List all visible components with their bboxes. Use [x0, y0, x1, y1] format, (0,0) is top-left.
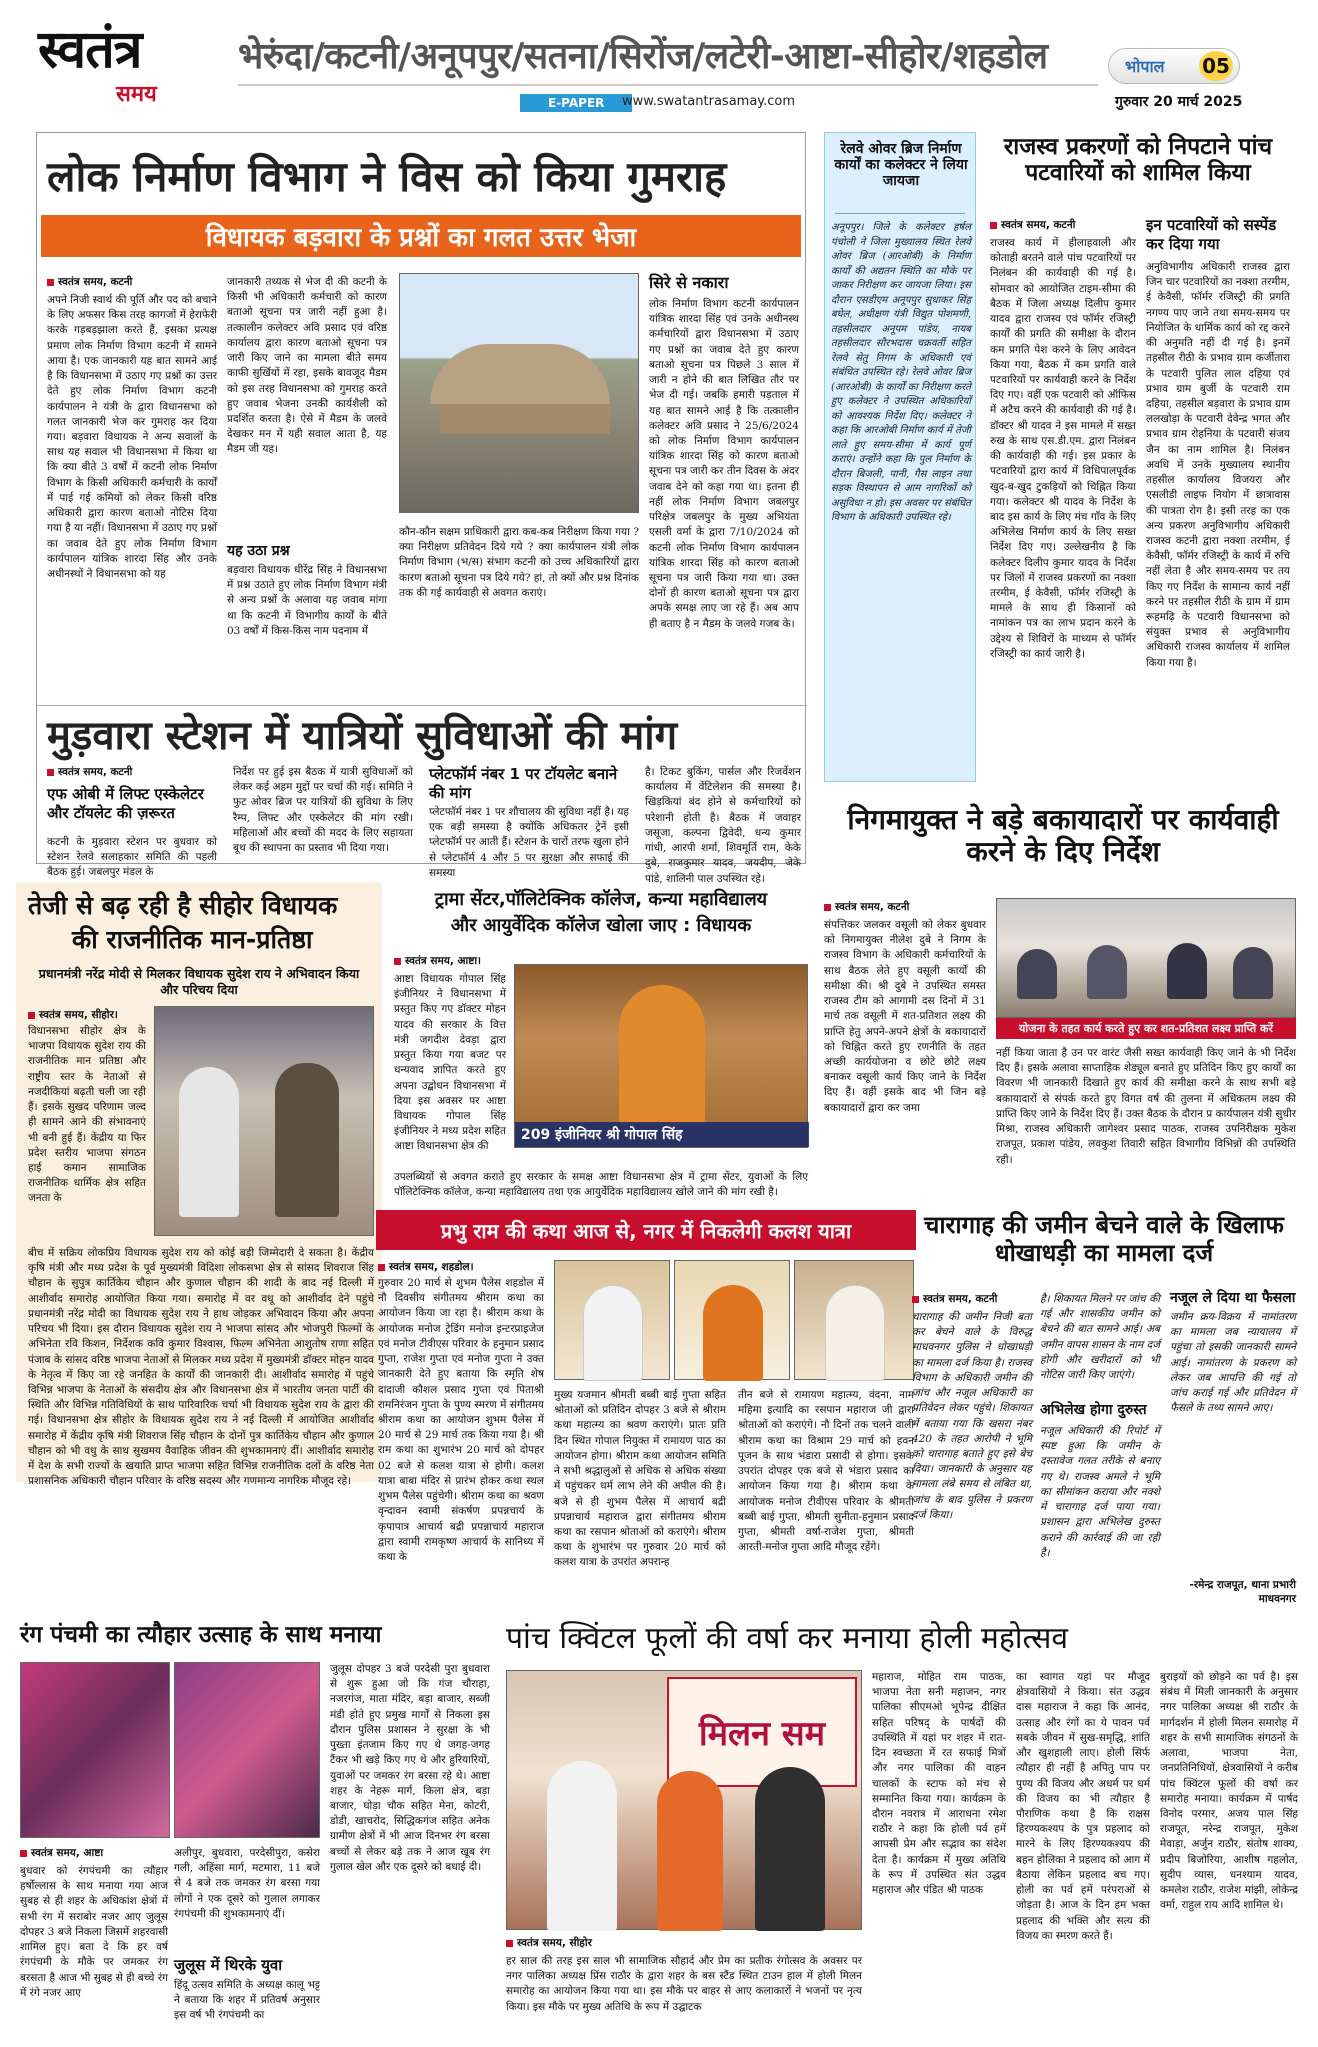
rob-story [824, 132, 976, 782]
lead-deck-text: विधायक बड़वारा के प्रश्नों का गलत उत्तर भेजा [205, 223, 637, 253]
rang-photo-1 [20, 1662, 170, 1838]
lead-col-2: जानकारी तथ्यक से भेज दी की कटनी के किसी भी अधिकारी कर्मचारी को कारण बताओ सूचना पत्र जारी नहीं हुआ है। तत्कालीन कलेक्टर अवि प्रसाद एवं वरिष्ठ कार्यालय द्वारा कारण बताओ सूचना पत्र जारी किए जाने का मामला बीते समय काफी सुर्खियों में रहा, इसके बावजूद मैडम को इस तरह विधानसभा को गुमराह करते हुए जवाब भेजना उनकी कार्यशैली को प्रदर्शित करता है। ऐसे में मैडम के जलवे देखकर मन में यही सवाल आता है, यह मैडम जी यह। [227, 276, 387, 456]
person-silhouette [619, 985, 705, 1125]
sehore-text-2: बीच में सक्रिय लोकप्रिय विधायक सुदेश राय को कोई बड़ी जिम्मेदारी दे सकता है। केंद्रीय कृषि मंत्री और मध्य प्रदेश के पूर्व मुख्यमंत्री विदिशा लोकसभा क्षेत्र से सांसद शिवराज सिंह चौहान के सुपुत्र कार्तिकेय चौहान और कुणाल चौहान की शादी के बाद नई दिल्ली में आशीर्वाद समारोह आयोजित किया गया। समारोह में वर वधू को आशीर्वाद देने पहुंचे प्रधानमंत्री नरेंद्र मोदी का विधायक सुदेश राय ने हाथ जोड़कर अभिवादन किया और अपना परिचय भी दिया। इस दौरान विधायक सुदेश राय ने भाजपा सांसद और भोजपुरी फिल्मों के अभिनेता रवि किशन, निर्देशक कवि कुमार विश्वास, फिल्म अभिनेता आशुतोष राणा सहित पंजाब के सांसद वरिष्ठ भाजपा नेताओं से मिलकर मध्य प्रदेश में मुख्यमंत्री डॉक्टर मोहन यादव के नेतृत्व में किए जा रहे जनहित के कार्यों की जानकारी दी। आशीर्वाद समारोह में पहुंचे विभिन्न भाजपा के नेताओं के संसदीय क्षेत्र और विधानसभा क्षेत्र में भारतीय जनता पार्टी की स्थिति और विभिन्न गतिविधियों के साथ पारिवारिक चर्चा भी विधायक सुदेश राय के द्वारा की गई। विधानसभा क्षेत्र सीहोर के विधायक सुदेश राय ने नई दिल्ली में आयोजित आशीर्वाद समारोह में केंद्रीय कृषि मंत्री शिवराज सिंह चौहान के दोनों पुत्र कार्तिकेय चौहान और कुणाल चौहान को भी वधु के साथ सुखमय वैवाहिक जीवन की शुभकामनाएं दीं। आशीर्वाद समारोह में देश के सभी राज्यों के खयाति प्राप्त भाजपा सहित विभिन्न राजनीतिक दलों के वरिष्ठ नेता प्रशासनिक अधिकारी चौहान परिवार के वरिष्ठ सदस्य और गणमान्य नागरिक मौजूद रहे। [28, 1247, 374, 1488]
ram-headline-bar [376, 1210, 916, 1250]
patwari-col-1: राजस्व कार्य में हीलाहवाली और कोताही बरतने वाले पांच पटवारियों पर निलंबन की कार्यवाही की गई है। सोमवार को आयोजित टाइम-सीमा की बैठक में जिला अध्यक्ष दिलीप कुमार यादव द्वारा राजस्व एवं फॉर्मर रजिस्ट्री कार्यों की प्रगति की समीक्षा के दौरान कम प्रगति पेश करने के लिए आवेदन किया गया, बैठक में कम प्रगति वाले पटवारियों पर कार्यवाही करने के निर्देश दिए गए। वहीं एक पटवारी को ऑफिस में अटैच करने की कार्यवाही की गई है। डॉक्टर श्री यादव ने इस मामले में सख्त रुख के साथ एस.डी.एम. द्वारा निलंबन की कार्यवाही की गई। इस प्रकार के पटवारियों द्वारा कार्य में विधिपालपूर्वक खुद-ब-खुद टुकड़ियों को चिह्नित किया गया। कलेक्टर श्री यादव के निर्देश के बाद इस कार्य के लिए मंच गाँव के लिए अभिलेख निर्माण कार्य के लिए सख्त निर्देश दिए गए। उल्लेखनीय है कि कलेक्टर दिलीप कुमार यादव के निर्देश पर जिलों में राजस्व प्रकरणों का नक्शा तरमीम, ई केवैसी, फॉर्मर रजिस्ट्री के मामले के साथ ही किसानों को नामांकन पत्र का लाभ प्रदान करने के उद्देश्य से शिविरों के माध्यम से फॉर्मर रजिस्ट्री का कार्य जारी है। [990, 237, 1136, 660]
charagah-footer: -रमेन्द्र राजपूत, थाना प्रभारी माधवनगर [1189, 1579, 1296, 1605]
trauma-headline-2: और आयुर्वेदिक कॉलेज खोला जाए : विधायक [450, 915, 752, 936]
sehore-byline [28, 1008, 118, 1022]
patwari-side-head: इन पटवारियों को सस्पेंड कर दिया गया [1146, 216, 1277, 253]
sehore-headline-1: तेजी से बढ़ रही है सीहोर विधायक [28, 891, 338, 920]
patwari-col-2: अनुविभागीय अधिकारी राजस्व द्वारा जिन चार पटवारियों का नक्शा तरमीम, ई केवैसी, फॉर्मर रजिस्ट्री की प्रगति नगण्य पाए जाने तथा समय-समय पर नियोजित के धार्मिक कार्य को रद्द करने की अनुमति नहीं दी गई है। इनमें तहसील रीठी के प्रभाव ग्राम कर्जीतारा के पटवारी पुलित लाल दहिया एवं प्रभाव ग्राम बुर्जी के पटवारी राम दहिया, तहसील बड़वारा के प्रभाव ग्राम ललखोड़ा के पटवारी देवेन्द्र भगत और प्रभाव ग्राम रोहनिया के पटवारी संजय जैन का नाम शामिल है। निलंबन अवधि में उनके मुख्यालय स्थानीय तहसील कार्यालय विजयरा और एसलीडी लाइफ नियोग में छात्रावास की पात्रता रोग है। इसी तरह का एक अन्य प्रकरण अनुविभागीय अधिकारी राजस्व कटनी द्वारा नक्शा तरमीम, ई केवैसी, फॉर्मर रजिस्ट्री के कार्य में रुचि नहीं लेता है और समय-समय पर तय किए गए निर्देश के सामान्य कार्य नहीं करने पर तहसील रीठी के ग्राम में ग्राम रूहमढ़ि के पटवारी विधानसभा को संयुक्त प्रभाव से अनुविभागीय अधिकारी राजस्व कार्यालय में शामिल किया गया है। [1146, 261, 1290, 669]
rang-col-3: जुलूस दोपहर 3 बजे परदेसी पुरा बुधवारा से शुरू हुआ जो कि गंज चौराहा, नजरगंज, माता मंदिर, बड़ा बाजार, सब्जी मंडी होते हुए प्रमुख मार्गों से निकला इस दौरान पुलिस प्रशासन ने सुरक्षा के भी पुख्ता इंतजाम किए गए थे जगह-जगह टैंकर भी खड़े किए गए थे और हुरियारियों, युवाओं पर जमकर रंग बरसा रहे थे। आष्टा शहर के नेहरू मार्ग, किला क्षेत्र, बड़ा बाजार, घोड़ा चौक सहित मेना, कोटरी, डोडी, खाचरोद, सिद्धिकगंज सहित अनेक ग्रामीण क्षेत्रों में भी आज दिनभर रंग बरसा बच्चों से लेकर बड़े तक ने आज खूब रंग गुलाल खेल और एक दूसरे को बधाई दी। [330, 1663, 490, 1873]
holi-story [502, 1616, 1302, 2040]
epaper-label: E-PAPER [520, 94, 632, 112]
edition-name: भोपाल [1125, 57, 1165, 76]
station-col-4: है। टिकट बुकिंग, पार्सल और रिजर्वेशन कार्यालय में वेंटिलेशन की समस्या है। खिड़कियां बंद होने से कर्मचारियों को परेशानी होती है। बैठक में जवाहर जसूजा, कल्पना द्विवेदी, धन्य कुमार गांधी, आरपी शर्मा, शिवमूर्ति राम, केके दुबे, राजकुमार यादव, जयदीप, जेके पांडे, शालिनी पाल उपस्थित रहे। [645, 766, 801, 885]
holi-byline [506, 1936, 592, 1950]
lead-story [36, 132, 806, 885]
charagah-col-2: है। शिकायत मिलने पर जांच की गई और शासकीय जमीन को बेचने की बात सामने आई। अब जमीन वापस शासन के नाम दर्ज होगी और खरीदारों को भी नोटिस जारी किए जाएंगे। [1040, 1293, 1160, 1382]
sehore-headline-2: की राजनीतिक मान-प्रतिष्ठा [72, 925, 313, 954]
nigam-photo [996, 898, 1296, 1018]
website[interactable]: www.swatantrasamay.com [622, 94, 796, 109]
lead-col-3: कौन-कौन सक्षम प्राधिकारी द्वारा कब-कब निरीक्षण किया गया ? क्या निरीक्षण प्रतिवेदन दिये गये ? क्या कार्यपालन यंत्री लोक निर्माण विभाग (भ/स) संभाग कटनी को उच्च अधिकारियों द्वारा कारण बताओ सूचना पत्र दिये गये? हां, तो क्यों और प्रश्न दिनांक तक की गई कार्यवाही से अवगत कराएं। [399, 526, 639, 599]
nigam-headline: निगमायुक्त ने बड़े बकायादारों पर कार्यवाही करने के दिए निर्देश [847, 803, 1279, 869]
lead-col-4: लोक निर्माण विभाग कटनी कार्यपालन यांत्रिक शारदा सिंह एवं उनके अधीनस्थ कर्मचारियों द्वारा विधानसभा में उठाए गए प्रश्नों का जवाब देते हुए कारण बताओ सूचना पत्र पिछले 3 साल में जारी न होने की बात लिखित तौर पर भेज दी गई। जबकि हमारी पड़ताल में यह बात सामने आई है कि तत्कालीन कलेक्टर अवि प्रसाद ने 25/6/2024 को लोक निर्माण विभाग कार्यपालन यांत्रिक शारदा सिंह को कारण बताओ सूचना पत्र जारी कर तीन दिवस के अंदर जवाब देने को कहा गया था। इतना ही नहीं लोक निर्माण विभाग जबलपुर परिक्षेत्र जबलपुर के मुख्य अभियंता एसली वर्मा के द्वारा 7/10/2024 को कटनी लोक निर्माण विभाग कार्यपालन यांत्रिक शारदा सिंह को कारण बताओ सूचना पत्र जारी किया गया था। उक्त दोनों ही कारण बताओ सूचना पत्र द्वारा अपके समक्ष लाए जा रहे हैं। अब आप ही बताए है न मैडम के जलवे गजब के। [649, 298, 799, 630]
rob-rule [835, 213, 965, 214]
station-headline: मुड़वारा स्टेशन में यात्रियों सुविधाओं की मांग [47, 713, 678, 759]
nigam-byline-text: स्वतंत्र समय, कटनी [835, 901, 910, 913]
rang-story [16, 1616, 494, 2040]
station-sub-1: एफ ओबी में लिफ्ट एस्केलेटर और टॉयलेट की ज़रूरत [47, 785, 204, 822]
lead-sub-yah: यह उठा प्रश्न [227, 543, 290, 559]
lead-deck [41, 215, 801, 257]
rob-headline: रेलवे ओवर ब्रिज निर्माण कार्यों का कलेक्टर ने लिया जायजा [834, 141, 968, 190]
sehore-byline-text: स्वतंत्र समय, सीहोर। [39, 1009, 118, 1021]
nigam-caption: योजना के तहत कार्य करते हुए कर शत-प्रतिशत लक्ष्य प्राप्ति करें [996, 1018, 1296, 1039]
sehore-photo [154, 1006, 374, 1236]
lead-byline-text: स्वतंत्र समय, कटनी [58, 276, 133, 288]
brand-top: स्वतंत्र [38, 20, 142, 80]
charagah-col-2b: नजूल अधिकारी की रिपोर्ट में स्पष्ट हुआ कि जमीन के दस्तावेज गलत तरीके से बनाए गए थे। राजस्व अमले ने भूमि का सीमांकन कराया और नक्शे में चारागाह दर्ज पाया गया। प्रशासन द्वारा अभिलेख दुरुस्त कराने की कार्रवाई की जा रही है। [1040, 1425, 1160, 1559]
trauma-story [392, 882, 810, 1202]
rang-sub: जुलूस में थिरके युवा [174, 1956, 283, 1974]
ram-story [376, 1210, 916, 1620]
brand-bottom: समय [116, 82, 157, 107]
sehore-text-1: विधानसभा सीहोर क्षेत्र के भाजपा विधायक सुदेश राय की राजनीतिक मान प्रतिष्ठा और राष्ट्रीय स्तर के नेताओं से नजदीकियां बढ़ती चली जा रही हैं। इसके सुखद परिणाम जल्द ही सामने आने की संभावनाएं भी बनी हुई हैं। केंद्रीय या फिर प्रदेश स्तरीय भाजपा संगठन हाई कमान सामाजिक राजनीतिक धार्मिक क्षेत्र सहित जनता के [28, 1025, 146, 1205]
person-silhouette [547, 1761, 617, 1931]
edition-cities: भेरुंदा/कटनी/अनूपपुर/सतना/सिरोंज/लटेरी-आष्टा-सीहोर/शहडोल [238, 36, 1048, 77]
person-silhouette [275, 1063, 339, 1217]
holi-banner-text: मिलन सम [698, 1714, 826, 1754]
brand-logo [38, 20, 228, 107]
lead-headline: लोक निर्माण विभाग ने विस को किया गुमराह [47, 152, 727, 201]
holi-col-under: हर साल की तरह इस साल भी सामाजिक सौहार्द और प्रेम का प्रतीक रंगोत्सव के अवसर पर नगर पालिका अध्यक्ष प्रिंस राठौर के द्वारा शहर के बस स्टैंड स्थित टाउन हाल में होली मिलन समारोह का आयोजन किया गया था। इस मौके पर बाहर से आए कलाकारों ने भजनों पर नृत्य किया। इस मौके पर मुख्य अतिथि के रूप में उद्घाटक [506, 1955, 862, 2013]
trauma-photo-caption: 209 इंजीनियर श्री गोपाल सिंह [515, 1122, 809, 1147]
lead-photo [399, 273, 639, 513]
person-silhouette [1017, 949, 1057, 999]
station-byline [47, 765, 132, 779]
person-silhouette [1087, 945, 1127, 999]
person-silhouette [1167, 943, 1207, 999]
ram-col-1: गुरुवार 20 मार्च से शुभम पैलेस शहडोल में नौ दिवसीय संगीतमय श्रीराम कथा का आयोजन किया जा रहा है। श्रीराम कथा के आयोजक मनोज ट्रेडिंग मनोज इन्टरप्राइजेज एवं मनोज टीवीएस परिवार के हनुमान प्रसाद गुप्ता, राजेश गुप्ता एवं मनोज गुप्ता ने उक्त जानकारी देते हुए बताया कि स्मृति शेष दादाजी कौशल प्रसाद गुप्ता एवं पिताश्री रामनिरंजन गुप्ता के पुण्य स्मरण में संगीतमय श्रीराम कथा का आयोजन शुभम पैलेस में 20 मार्च से 29 मार्च तक किया गया है। श्री राम कथा का शुभारंभ 20 मार्च को दोपहर 02 बजे से कलश यात्रा से होगी। कलश यात्रा बाबा मंदिर से प्रारंभ होकर कथा स्थल शुभम पैलेस पहुंचेगी। श्रीराम कथा का श्रवण वृन्दावन स्वामी संकर्षण प्रपन्नचार्य के कृपापात्र आचार्य बद्री प्रपन्नाचार्य महाराज द्वारा स्वामी रामकृष्ण आचार्य के सानिध्य में कथा के [378, 1277, 544, 1563]
lead-side-head: सिरे से नकारा [649, 273, 729, 292]
trauma-col-1: आष्टा विधायक गोपाल सिंह इंजीनियर ने विधानसभा में प्रस्तुत किए गए डॉक्टर मोहन यादव की सरकार के वित्त मंत्री जगदीश देवड़ा द्वारा प्रस्तुत किया गया बजट पर धन्यवाद ज्ञापित करते हुए अपना उद्बोधन विधानसभा में दिया इस अवसर पर आष्टा विधायक गोपाल सिंह इंजीनियर ने मध्य प्रदेश सहित आष्टा विधानसभा क्षेत्र की [394, 973, 506, 1153]
rob-text: अनूपपुर। जिले के कलेक्टर हर्षल पंचोली ने जिला मुख्यालय स्थित रेलवे ओवर ब्रिज (आरओबी) के निर्माण कार्यों की अद्यतन स्थिति का मौके पर जाकर निरीक्षण कर जायजा लिया। इस दौरान एसडीएम अनूपपुर सुधाकर सिंह बघेल, अधीक्षण यंत्री विद्युत पोशमणी, तहसीलदार अनूपम पांडेय, नायब तहसीलदार सौरभदास चक्रवर्ती सहित रेलवे सेतु निगम के अधिकारी एवं संबंधित उपस्थित रहे। रेलवे ओवर ब्रिज (आरओबी) के कार्यों का निरीक्षण करते हुए कलेक्टर ने उपस्थित अधिकारियों को आवश्यक निर्देश दिए। कलेक्टर ने कहा कि आरओबी निर्माण कार्य में तेजी लाते हुए समय-सीमा में कार्य पूर्ण कराएं। उन्होंने कहा कि पुल निर्माण के दौरान बिजली, पानी, गैस लाइन तथा सड़क विस्थापन से आम नागरिकों को असुविधा न हो। इस अवसर पर संबंधित विभाग के अधिकारी उपस्थित रहे। [831, 222, 972, 523]
rang-byline-text: स्वतंत्र समय, आष्टा [31, 1847, 104, 1859]
ram-col-2: मुख्य यजमान श्रीमती बब्बी बाई गुप्ता सहित श्रोताओं को प्रतिदिन दोपहर 3 बजे से श्रीराम कथा महात्म्य का श्रवण कराएंगे। प्रातः प्रति दिन स्थित गोपाल नियुक्त में रामायण पाठ का आयोजन होगा। श्रीराम कथा आयोजन समिति ने सभी श्रद्धालुओं से अधिक से अधिक संख्या में पहुंचकर धर्म लाभ लेने की अपील की है। बजे से ही शुभम पैलेस में आचार्य बद्री प्रपन्नाचार्य महाराज द्वारा संगीतमय श्रीराम कथा का रसपान श्रोताओं को कराएंगे। श्रीराम कथा के शुभारंभ पर गुरुवार 20 मार्च को कलश यात्रा के उपरांत अपरान्ह [554, 1389, 726, 1569]
masthead [0, 0, 1318, 112]
charagah-col-3: जमीन क्रय-विक्रय में नामांतरण का मामला जब न्यायालय में पहुंचा तो इसकी जानकारी सामने आई। नामांतरण के प्रकरण को लेकर जब आपत्ति की गई तो जांच कराई गई और प्रतिवेदन में फैसले के तथ्य सामने आए। [1170, 1311, 1296, 1415]
trauma-full: उपलब्धियों से अवगत कराते हुए सरकार के समक्ष आष्टा विधानसभा क्षेत्र में ट्रामा सेंटर, युवाओं के लिए पॉलिटेक्निक कॉलेज, कन्या महाविद्यालय तथा एक आयुर्वेदिक महाविद्यालय खोले जाने की मांग रखी है। [394, 1171, 808, 1199]
building-dome [430, 344, 610, 404]
holi-byline-text: स्वतंत्र समय, सीहोर [517, 1937, 592, 1949]
station-col-2: निर्देश पर हुई इस बैठक में यात्री सुविधाओं को लेकर कई अहम मुद्दों पर चर्चा की गई। समिति ने फुट ओवर ब्रिज पर यात्रियों की सुविधा के लिए रैम्प, लिफ्ट और एस्केलेटर की मांग रखी। महिलाओं और बच्चों की मदद के लिए सहायता बूथ की स्थापना का प्रस्ताव भी दिया गया। [233, 766, 413, 855]
rang-col-1: बुधवार को रंगपंचमी का त्यौहार हर्षोल्लास के साथ मनाया गया आज सुबह से ही शहर के अधिकांश क्षेत्रों में सभी रंग में सराबोर नजर आए जुलूस दोपहर 3 बजे निकला जिसमें शहरवासी शामिल हुए। बता दे कि हर वर्ष रंगपंचमी के मौके पर जमकर रंग बरसता है आज भी सुबह से ही बच्चे रंग में रंगे नजर आए [20, 1865, 168, 1999]
station-col-3: प्लेटफॉर्म नंबर 1 पर शौचालय की सुविधा नहीं है। यह एक बड़ी समस्या है क्योंकि अधिकतर ट्रेनें इसी प्लेटफॉर्म पर आती हैं। स्टेशन के चारों तरफ खुला होने से प्लेटफॉर्म 4 और 5 पर सुरक्षा और सफाई की समस्या [429, 806, 629, 879]
holi-col-1: महाराज, मोहित राम पाठक, भाजपा नेता सनी महाजन, नगर पालिका सीएमओ भूपेन्द्र दीक्षित सहित परिषद् के पार्षदों की उपस्थिति में यहां पर शहर में रात-दिन स्वच्छता में रत सफाई मित्रों और नगर पालिका की वाहन चालकों के स्टाफ को मंच से सम्मानित किया गया। कार्यक्रम के दौरान नवरात्र में आराधना रमेश राठौर ने कहा कि होली पर्व हमें आपसी प्रेम और सद्भाव का संदेश देता है। कार्यक्रम में मुख्य अतिथि के रूप में उपस्थित संत उद्धव महाराज और पंडित श्री पाठक [872, 1671, 1006, 1897]
station-byline-text: स्वतंत्र समय, कटनी [58, 766, 133, 778]
trauma-photo [514, 964, 808, 1148]
date: गुरुवार 20 मार्च 2025 [1115, 94, 1243, 110]
station-col-1: कटनी के मुड़वारा स्टेशन पर बुधवार को स्टेशन रेलवे सलाहकार समिति की पहली बैठक हुई। जबलपुर मंडल के [47, 836, 217, 879]
nigam-col-1: संपत्तिकर जलकर वसूली को लेकर बुधवार को निगमायुक्त नीलेश दुबे ने निगम के राजस्व विभाग के अधिकारी कर्मचारियों के साथ बैठक लेते हुए वसूली कार्यों की समीक्षा की। श्री दुबे ने उपस्थित समस्त राजस्व टीम को आगामी दस दिनों में 31 मार्च तक वसूली में शत-प्रतिशत लक्ष्य की प्राप्ति हेतु अपने-अपने क्षेत्रों के बकायादारों को चिह्नित करते हुए रणनीति के तहत अच्छी कार्ययोजना व छोटे छोटे लक्ष्य बनाकर वसूली कार्य किए जाने के निर्देश दिए हैं। वहीं इसके बाद भी जिन बड़े बकायादारों द्वारा कर जमा [824, 919, 986, 1114]
rang-byline [20, 1846, 103, 1860]
holi-col-3: बुराइयों को छोड़ने का पर्व है। इस संबंध में मिली जानकारी के अनुसार नगर पालिका अध्यक्ष श्री राठौर के मार्गदर्शन में होली मिलन समारोह में शहर के सभी सामाजिक संगठनों के अलावा, भाजपा नेता, जनप्रतिनिधियों, क्षेत्रवासियों ने करीब पांच क्विंटल फूलों की वर्षा कर समारोह मनाया। कार्यक्रम में पार्षद विनोद परमार, अजय पाल सिंह राजपूत, नरेन्द्र राजपूत, मुकेश मेवाड़ा, अर्जुन राठौर, संतोष शाक्य, प्रदीप बिजोरिया, आशीष गहलोत, सुदीप व्यास, धनश्याम यादव, कमलेश राठौर, राजेश मांझी, लोकेन्द्र वर्मा, राहुल राय आदि शामिल थे। [1160, 1671, 1298, 1912]
charagah-byline-text: स्वतंत्र समय, कटनी [923, 1293, 998, 1305]
page-badge [1108, 48, 1240, 84]
person-silhouette [583, 1285, 643, 1381]
nigam-story [820, 800, 1298, 1190]
lead-divider [37, 705, 807, 706]
ram-byline-text: स्वतंत्र समय, शहडोल। [389, 1261, 474, 1273]
holi-headline: पांच क्विंटल फूलों की वर्षा कर मनाया होली महोत्सव [506, 1621, 1069, 1656]
ram-headline: प्रभु राम की कथा आज से, नगर में निकलेगी कलश यात्रा [440, 1218, 852, 1243]
sehore-deck: प्रधानमंत्री नरेंद्र मोदी से मिलकर विधायक सुदेश राय ने अभिवादन किया और परिचय दिया [38, 966, 360, 998]
patwari-byline-text: स्वतंत्र समय, कटनी [1001, 219, 1076, 231]
page-number: 05 [1199, 51, 1233, 81]
rang-headline: रंग पंचमी का त्यौहार उत्साह के साथ मनाया [20, 1622, 382, 1648]
patwari-byline [990, 218, 1075, 232]
nigam-col-2: नहीं किया जाता है उन पर वारंट जैसी सख्त कार्यवाही किए जाने के भी निर्देश दिए हैं। इसके अलावा साप्ताहिक शेड्यूल बनाते हुए प्रतिदिन किए हुए कार्यों का विवरण भी जानकारी दिखाते हुए कार्य की समीक्षा करने के साथ सभी बड़े बकायादारों से संपर्क करते हुए विगत वर्ष की तुलना में अधिकतम लक्ष्य की प्राप्ति किए जाने के निर्देश दिए हैं। उक्त बैठक के दौरान प्र कार्यपालन यंत्री सुधीर मिश्रा, राजस्व अधिकारी जागेश्वर प्रसाद पाठक, राजस्व उपनिरीक्षक मुकेश राजपूत, प्रकाश पांडेय, लवकुश तिवारी सहित विभागीय विभिन्नों की उपस्थिति रही। [996, 1047, 1296, 1166]
charagah-col-1: चारागाह की जमीन निजी बता कर बेचने वाले के विरुद्ध माधवनगर पुलिस ने धोखाधड़ी का मामला दर्ज किया है। राजस्व विभाग के अधिकारी जमीन की जांच और नजूल अधिकारी का प्रतिवेदन लेकर पहुंचे। शिकायत में बताया गया कि खसरा नंबर 420 के तहत आरोपी ने भूमि को चारागाह बताते हुए इसे बेच दिया। जानकारी के अनुसार यह मामला लंबे समय से लंबित था, जांच के बाद पुलिस ने प्रकरण दर्ज किया। [912, 1311, 1032, 1521]
sehore-story [16, 882, 382, 1488]
patwari-story [986, 132, 1290, 782]
charagah-sub-2: नजूल ले दिया था फैसला [1170, 1290, 1296, 1306]
ram-col-3: तीन बजे से रामायण महात्म्य, वंदना, नाम महिमा इत्यादि का रसपान महाराज जी द्वारा श्रोताओं को कराएंगे। नौ दिनों तक चलने वाली श्रीराम कथा का विश्राम 29 मार्च को हवन पूजन के साथ भंडारा प्रसादी से होगा। इसके उपरांत दोपहर एक बजे से भंडारा प्रसाद का आयोजन किया गया है। श्रीराम कथा के आयोजक मनोज टीवीएस परिवार के श्रीमती बब्बी बाई गुप्ता, श्रीमती सुनीता-हनुमान प्रसाद गुप्ता, श्रीमती वर्षा-राजेश गुप्ता, श्रीमती आरती-मनोज गुप्ता आदि मौजूद रहेंगे। [738, 1389, 914, 1554]
charagah-story [906, 1206, 1302, 1620]
patwari-headline: राजस्व प्रकरणों को निपटाने पांच पटवारियों को शामिल किया [1003, 134, 1273, 187]
person-silhouette [179, 1067, 239, 1217]
person-silhouette [657, 1771, 723, 1931]
ram-byline [378, 1260, 474, 1274]
trauma-byline-text: स्वतंत्र समय, आष्टा। [405, 955, 482, 967]
trauma-headline-1: ट्रामा सेंटर,पॉलिटेक्निक कॉलेज, कन्या महाविद्यालय [434, 889, 768, 910]
rang-photo-2 [174, 1662, 320, 1838]
person-silhouette [703, 1285, 763, 1381]
masthead-rule [238, 84, 1098, 86]
station-sub-2: प्लेटफॉर्म नंबर 1 पर टॉयलेट बनाने की मांग [429, 765, 618, 802]
rang-col-2: अलीपुर, बुधवारा, परदेसीपुरा, कसेरा गली, अहिंसा मार्ग, मटमारा, 11 बजे से 4 बजे तक जमकर रंग बरसा गया लोगों ने एक दूसरे को गुलाल लगाकर रंगपंचमी की शुभकामनाएं दीं। [174, 1847, 320, 1920]
charagah-headline: चारागाह की जमीन बेचने वाले के खिलाफ धोखाधड़ी का मामला दर्ज [924, 1211, 1284, 1267]
rang-col-2b: हिंदू उत्सव समिति के अध्यक्ष कालू भट्ट ने बताया कि शहर में प्रतिवर्ष अनुसार इस वर्ष भी रंगपंचमी का [174, 1979, 320, 2022]
charagah-byline [912, 1292, 997, 1306]
person-silhouette [755, 1767, 825, 1931]
lead-col-1: अपने निजी स्वार्थ की पूर्ति और पद को बचाने के लिए अफसर किस तरह कागजों में हेराफेरी करके गड़बड़झाला करते हैं, इसका प्रत्यक्ष प्रमाण लोक निर्माण विभाग कटनी में सामने आया है। एक जानकारी यह बात सामने आई है कि विधानसभा में उठाए गए प्रश्नों का उत्तर देते हुए लोक निर्माण विभाग कटनी कार्यपालन ने यंत्री के द्वारा विधानसभा को गलत जानकारी भेज कर गुमराह कर दिया गया। बड़वारा विधायक ने अन्य सवालों के साथ यह सवाल भी विधानसभा में किया था कि क्या बीते 3 वर्षों में कटनी लोक निर्माण विभाग के किसी अधिकारी कर्मचारी के कार्यों में पाई गई कमियों को लेकर किसी वरिष्ठ अधिकारी द्वारा कारण बताओ नोटिस दिया गया है या नहीं। विधानसभा में उठाए गए प्रश्नों का जवाब देते हुए लोक निर्माण विभाग कार्यपालन यांत्रिक शारदा सिंह और उनके अधीनस्थों ने विधानसभा को यह [47, 294, 217, 580]
building-base [440, 404, 610, 434]
holi-photo [506, 1670, 862, 1930]
ram-photo-2 [674, 1260, 790, 1380]
nigam-byline [824, 900, 909, 914]
ram-photo-3 [794, 1260, 914, 1380]
trauma-byline [394, 954, 481, 968]
person-silhouette [1233, 947, 1273, 999]
ram-photo-1 [554, 1260, 670, 1380]
person-silhouette [825, 1285, 885, 1381]
charagah-sub-1: अभिलेख होगा दुरुस्त [1040, 1402, 1147, 1418]
lead-byline [47, 275, 132, 289]
lead-col-2b: बड़वारा विधायक धीरेंद्र सिंह ने विधानसभा में प्रश्न उठाते हुए लोक निर्माण विभाग मंत्री से अन्य प्रश्नों के अलावा यह जवाब मांगा था कि कटनी में विभागीय कार्यों के बीते 03 वर्षों में किस-किस नाम पदनाम में [227, 564, 387, 637]
holi-col-2: का स्वागत यहां पर मौजूद क्षेत्रवासियों ने किया। संत उद्धव दास महाराज ने कहा कि आनंद, उत्साह और रंगों का ये पावन पर्व सबके जीवन में सुख-समृद्धि, शांति और खुशहाली लाए। होली सिर्फ त्यौहार ही नहीं है अपितु पाप पर पुण्य की विजय और अधर्म पर धर्म की विजय का भी त्यौहार है पौराणिक कथा है कि राक्षस हिरण्यकश्यप के पुत्र प्रहलाद को मारने के लिए हिरण्यकश्यप की बहन होलिका ने प्रहलाद को आग में बैठाया लेकिन प्रहलाद बच गए। होली का पर्व हमें परंपराओं से जोड़ता है। आज के दिन हम भक्त प्रहलाद की भक्ति और सत्य की विजय का स्मरण करते हैं। [1016, 1671, 1150, 1942]
